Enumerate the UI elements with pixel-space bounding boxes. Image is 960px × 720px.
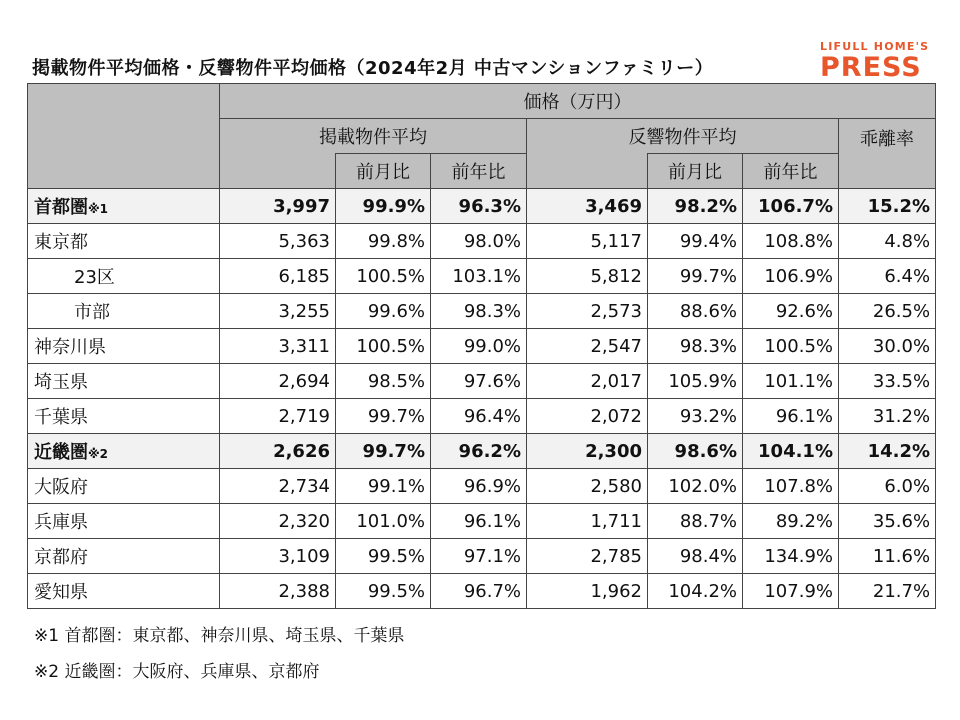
cell-divergence: 4.8% <box>839 224 936 259</box>
table-row <box>28 364 936 399</box>
cell-inquiry-mom: 104.2% <box>648 574 743 609</box>
price-table <box>27 83 936 609</box>
cell-divergence: 30.0% <box>839 329 936 364</box>
cell-listing-mom: 99.6% <box>336 294 431 329</box>
region-name: 千葉県 <box>34 407 88 428</box>
region-label <box>28 189 220 224</box>
header-region-blank <box>28 84 220 189</box>
cell-listing-yoy: 103.1% <box>431 259 527 294</box>
region-name: 23区 <box>74 267 115 288</box>
header-inquiry-avg: 反響物件平均 <box>527 119 839 154</box>
cell-listing-mom: 99.5% <box>336 539 431 574</box>
cell-inquiry: 1,962 <box>527 574 648 609</box>
header-listing-mom: 前月比 <box>336 154 431 189</box>
cell-inquiry-yoy: 107.8% <box>743 469 839 504</box>
cell-listing-yoy: 96.1% <box>431 504 527 539</box>
cell-inquiry-mom: 98.6% <box>648 434 743 469</box>
cell-divergence: 11.6% <box>839 539 936 574</box>
cell-listing-yoy: 96.7% <box>431 574 527 609</box>
table-row <box>28 469 936 504</box>
cell-inquiry-mom: 98.3% <box>648 329 743 364</box>
cell-listing-yoy: 98.3% <box>431 294 527 329</box>
cell-inquiry: 2,785 <box>527 539 648 574</box>
region-label <box>28 329 220 364</box>
header-divergence: 乖離率 <box>839 119 936 189</box>
region-name: 京都府 <box>34 547 88 568</box>
logo-main-text: PRESS <box>820 52 922 83</box>
cell-inquiry-mom: 98.4% <box>648 539 743 574</box>
region-name: 東京都 <box>34 232 88 253</box>
region-label <box>28 259 220 294</box>
table-row <box>28 294 936 329</box>
region-name: 大阪府 <box>34 477 88 498</box>
region-name: 市部 <box>74 302 110 323</box>
table-header <box>28 84 936 189</box>
cell-listing: 3,255 <box>220 294 336 329</box>
cell-listing-mom: 100.5% <box>336 329 431 364</box>
cell-divergence: 26.5% <box>839 294 936 329</box>
header-price: 価格（万円） <box>220 84 936 119</box>
header-listing-yoy: 前年比 <box>431 154 527 189</box>
cell-listing-mom: 99.8% <box>336 224 431 259</box>
footnotes <box>34 618 404 690</box>
region-note: ※1 <box>88 202 109 216</box>
cell-divergence: 33.5% <box>839 364 936 399</box>
header-inquiry-blank <box>527 154 648 189</box>
cell-listing-yoy: 96.2% <box>431 434 527 469</box>
cell-inquiry-mom: 98.2% <box>648 189 743 224</box>
table-row <box>28 539 936 574</box>
cell-inquiry-yoy: 106.9% <box>743 259 839 294</box>
cell-listing: 3,997 <box>220 189 336 224</box>
table-row <box>28 259 936 294</box>
cell-inquiry-yoy: 108.8% <box>743 224 839 259</box>
cell-divergence: 14.2% <box>839 434 936 469</box>
region-label <box>28 434 220 469</box>
region-note: ※2 <box>88 447 109 461</box>
header-listing-avg: 掲載物件平均 <box>220 119 527 154</box>
cell-listing: 3,109 <box>220 539 336 574</box>
region-name: 神奈川県 <box>34 337 106 358</box>
cell-divergence: 6.4% <box>839 259 936 294</box>
header-inquiry-mom: 前月比 <box>648 154 743 189</box>
header-listing-blank <box>220 154 336 189</box>
cell-listing: 2,320 <box>220 504 336 539</box>
cell-inquiry-mom: 99.7% <box>648 259 743 294</box>
cell-listing: 2,734 <box>220 469 336 504</box>
table-row <box>28 399 936 434</box>
cell-inquiry: 2,573 <box>527 294 648 329</box>
table-row <box>28 574 936 609</box>
cell-listing-mom: 101.0% <box>336 504 431 539</box>
cell-inquiry: 3,469 <box>527 189 648 224</box>
cell-inquiry: 2,072 <box>527 399 648 434</box>
footnote-2: ※2 近畿圏：大阪府、兵庫県、京都府 <box>34 662 320 682</box>
table-row-group <box>28 434 936 469</box>
region-name: 兵庫県 <box>34 512 88 533</box>
cell-inquiry-yoy: 100.5% <box>743 329 839 364</box>
cell-inquiry-yoy: 92.6% <box>743 294 839 329</box>
cell-divergence: 31.2% <box>839 399 936 434</box>
region-label <box>28 294 220 329</box>
cell-inquiry-mom: 88.7% <box>648 504 743 539</box>
cell-divergence: 35.6% <box>839 504 936 539</box>
cell-divergence: 21.7% <box>839 574 936 609</box>
cell-inquiry: 2,580 <box>527 469 648 504</box>
cell-inquiry-yoy: 107.9% <box>743 574 839 609</box>
cell-listing: 6,185 <box>220 259 336 294</box>
cell-divergence: 6.0% <box>839 469 936 504</box>
cell-inquiry: 1,711 <box>527 504 648 539</box>
cell-listing-yoy: 96.9% <box>431 469 527 504</box>
cell-inquiry-yoy: 106.7% <box>743 189 839 224</box>
cell-listing: 3,311 <box>220 329 336 364</box>
cell-listing: 5,363 <box>220 224 336 259</box>
region-label <box>28 504 220 539</box>
region-label <box>28 364 220 399</box>
cell-listing-yoy: 97.6% <box>431 364 527 399</box>
cell-inquiry-yoy: 104.1% <box>743 434 839 469</box>
cell-inquiry: 2,017 <box>527 364 648 399</box>
cell-divergence: 15.2% <box>839 189 936 224</box>
cell-inquiry-mom: 99.4% <box>648 224 743 259</box>
brand-logo <box>820 41 936 81</box>
cell-inquiry-yoy: 101.1% <box>743 364 839 399</box>
header-inquiry-yoy: 前年比 <box>743 154 839 189</box>
cell-inquiry-mom: 105.9% <box>648 364 743 399</box>
cell-listing-yoy: 99.0% <box>431 329 527 364</box>
cell-listing: 2,388 <box>220 574 336 609</box>
region-label <box>28 539 220 574</box>
table-row <box>28 224 936 259</box>
logo-top-text: LIFULL HOME'S <box>820 40 930 53</box>
footnote-1: ※1 首都圏：東京都、神奈川県、埼玉県、千葉県 <box>34 626 405 646</box>
cell-inquiry: 2,547 <box>527 329 648 364</box>
region-label <box>28 574 220 609</box>
cell-listing-mom: 99.9% <box>336 189 431 224</box>
cell-listing-mom: 99.1% <box>336 469 431 504</box>
table-body <box>28 189 936 609</box>
cell-listing-mom: 99.7% <box>336 399 431 434</box>
cell-inquiry-yoy: 134.9% <box>743 539 839 574</box>
cell-inquiry-mom: 102.0% <box>648 469 743 504</box>
page-title: 掲載物件平均価格・反響物件平均価格（2024年2月 中古マンションファミリー） <box>32 58 714 79</box>
cell-inquiry-yoy: 89.2% <box>743 504 839 539</box>
region-name: 愛知県 <box>34 582 88 603</box>
cell-listing-mom: 100.5% <box>336 259 431 294</box>
cell-inquiry-mom: 93.2% <box>648 399 743 434</box>
cell-listing-yoy: 96.4% <box>431 399 527 434</box>
region-label <box>28 399 220 434</box>
cell-listing-mom: 99.7% <box>336 434 431 469</box>
table-row <box>28 329 936 364</box>
region-label <box>28 224 220 259</box>
cell-listing: 2,626 <box>220 434 336 469</box>
cell-listing-mom: 99.5% <box>336 574 431 609</box>
region-name: 首都圏 <box>34 197 88 218</box>
cell-inquiry: 2,300 <box>527 434 648 469</box>
region-name: 近畿圏 <box>34 442 88 463</box>
cell-listing: 2,694 <box>220 364 336 399</box>
region-name: 埼玉県 <box>34 372 88 393</box>
cell-listing-mom: 98.5% <box>336 364 431 399</box>
table-row <box>28 504 936 539</box>
cell-listing: 2,719 <box>220 399 336 434</box>
cell-listing-yoy: 97.1% <box>431 539 527 574</box>
table-row-group <box>28 189 936 224</box>
cell-inquiry-yoy: 96.1% <box>743 399 839 434</box>
cell-listing-yoy: 98.0% <box>431 224 527 259</box>
cell-inquiry: 5,812 <box>527 259 648 294</box>
region-label <box>28 469 220 504</box>
cell-inquiry-mom: 88.6% <box>648 294 743 329</box>
cell-listing-yoy: 96.3% <box>431 189 527 224</box>
cell-inquiry: 5,117 <box>527 224 648 259</box>
